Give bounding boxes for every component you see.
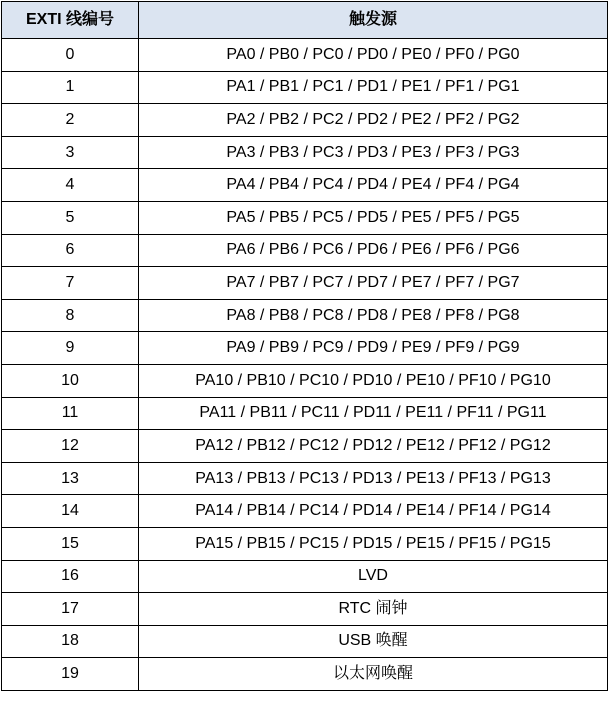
table-row <box>2 625 608 658</box>
exti-line-number-cell: 15 <box>2 527 139 560</box>
table-row <box>2 495 608 528</box>
exti-line-number-cell: 12 <box>2 430 139 463</box>
table-row <box>2 364 608 397</box>
trigger-source-cell: PA12 / PB12 / PC12 / PD12 / PE12 / PF12 / PG12 <box>139 430 608 463</box>
header-trigger-source: 触发源 <box>139 2 608 39</box>
table-row <box>2 658 608 691</box>
trigger-source-cell: PA7 / PB7 / PC7 / PD7 / PE7 / PF7 / PG7 <box>139 267 608 300</box>
exti-line-number-cell: 14 <box>2 495 139 528</box>
trigger-source-cell: PA5 / PB5 / PC5 / PD5 / PE5 / PF5 / PG5 <box>139 201 608 234</box>
table-row <box>2 71 608 104</box>
exti-trigger-source-table <box>1 1 608 691</box>
trigger-source-cell: PA9 / PB9 / PC9 / PD9 / PE9 / PF9 / PG9 <box>139 332 608 365</box>
table-row <box>2 39 608 72</box>
trigger-source-cell: USB 唤醒 <box>139 625 608 658</box>
exti-line-number-cell: 10 <box>2 364 139 397</box>
table-body <box>2 39 608 691</box>
trigger-source-cell: PA2 / PB2 / PC2 / PD2 / PE2 / PF2 / PG2 <box>139 104 608 137</box>
trigger-source-cell: PA8 / PB8 / PC8 / PD8 / PE8 / PF8 / PG8 <box>139 299 608 332</box>
table-row <box>2 332 608 365</box>
trigger-source-cell: PA13 / PB13 / PC13 / PD13 / PE13 / PF13 / PG13 <box>139 462 608 495</box>
table-row <box>2 136 608 169</box>
table-row <box>2 430 608 463</box>
trigger-source-cell: PA1 / PB1 / PC1 / PD1 / PE1 / PF1 / PG1 <box>139 71 608 104</box>
table-row <box>2 267 608 300</box>
exti-table-container <box>1 1 608 691</box>
trigger-source-cell: PA3 / PB3 / PC3 / PD3 / PE3 / PF3 / PG3 <box>139 136 608 169</box>
exti-line-number-cell: 7 <box>2 267 139 300</box>
exti-line-number-cell: 18 <box>2 625 139 658</box>
table-row <box>2 462 608 495</box>
trigger-source-cell: PA10 / PB10 / PC10 / PD10 / PE10 / PF10 / PG10 <box>139 364 608 397</box>
exti-line-number-cell: 13 <box>2 462 139 495</box>
exti-line-number-cell: 9 <box>2 332 139 365</box>
trigger-source-cell: PA4 / PB4 / PC4 / PD4 / PE4 / PF4 / PG4 <box>139 169 608 202</box>
trigger-source-cell: PA15 / PB15 / PC15 / PD15 / PE15 / PF15 / PG15 <box>139 527 608 560</box>
header-row <box>2 2 608 39</box>
trigger-source-cell: PA11 / PB11 / PC11 / PD11 / PE11 / PF11 / PG11 <box>139 397 608 430</box>
exti-line-number-cell: 3 <box>2 136 139 169</box>
header-exti-line-number: EXTI 线编号 <box>2 2 139 39</box>
exti-line-number-cell: 0 <box>2 39 139 72</box>
trigger-source-cell: 以太网唤醒 <box>139 658 608 691</box>
table-row <box>2 104 608 137</box>
trigger-source-cell: LVD <box>139 560 608 593</box>
exti-line-number-cell: 11 <box>2 397 139 430</box>
exti-line-number-cell: 19 <box>2 658 139 691</box>
exti-line-number-cell: 4 <box>2 169 139 202</box>
table-header <box>2 2 608 39</box>
table-row <box>2 560 608 593</box>
trigger-source-cell: RTC 闹钟 <box>139 593 608 626</box>
trigger-source-cell: PA6 / PB6 / PC6 / PD6 / PE6 / PF6 / PG6 <box>139 234 608 267</box>
trigger-source-cell: PA0 / PB0 / PC0 / PD0 / PE0 / PF0 / PG0 <box>139 39 608 72</box>
exti-line-number-cell: 8 <box>2 299 139 332</box>
table-row <box>2 201 608 234</box>
table-row <box>2 299 608 332</box>
trigger-source-cell: PA14 / PB14 / PC14 / PD14 / PE14 / PF14 / PG14 <box>139 495 608 528</box>
exti-line-number-cell: 5 <box>2 201 139 234</box>
exti-line-number-cell: 6 <box>2 234 139 267</box>
table-row <box>2 397 608 430</box>
exti-line-number-cell: 17 <box>2 593 139 626</box>
exti-line-number-cell: 2 <box>2 104 139 137</box>
table-row <box>2 234 608 267</box>
exti-line-number-cell: 16 <box>2 560 139 593</box>
table-row <box>2 169 608 202</box>
table-row <box>2 593 608 626</box>
table-row <box>2 527 608 560</box>
exti-line-number-cell: 1 <box>2 71 139 104</box>
